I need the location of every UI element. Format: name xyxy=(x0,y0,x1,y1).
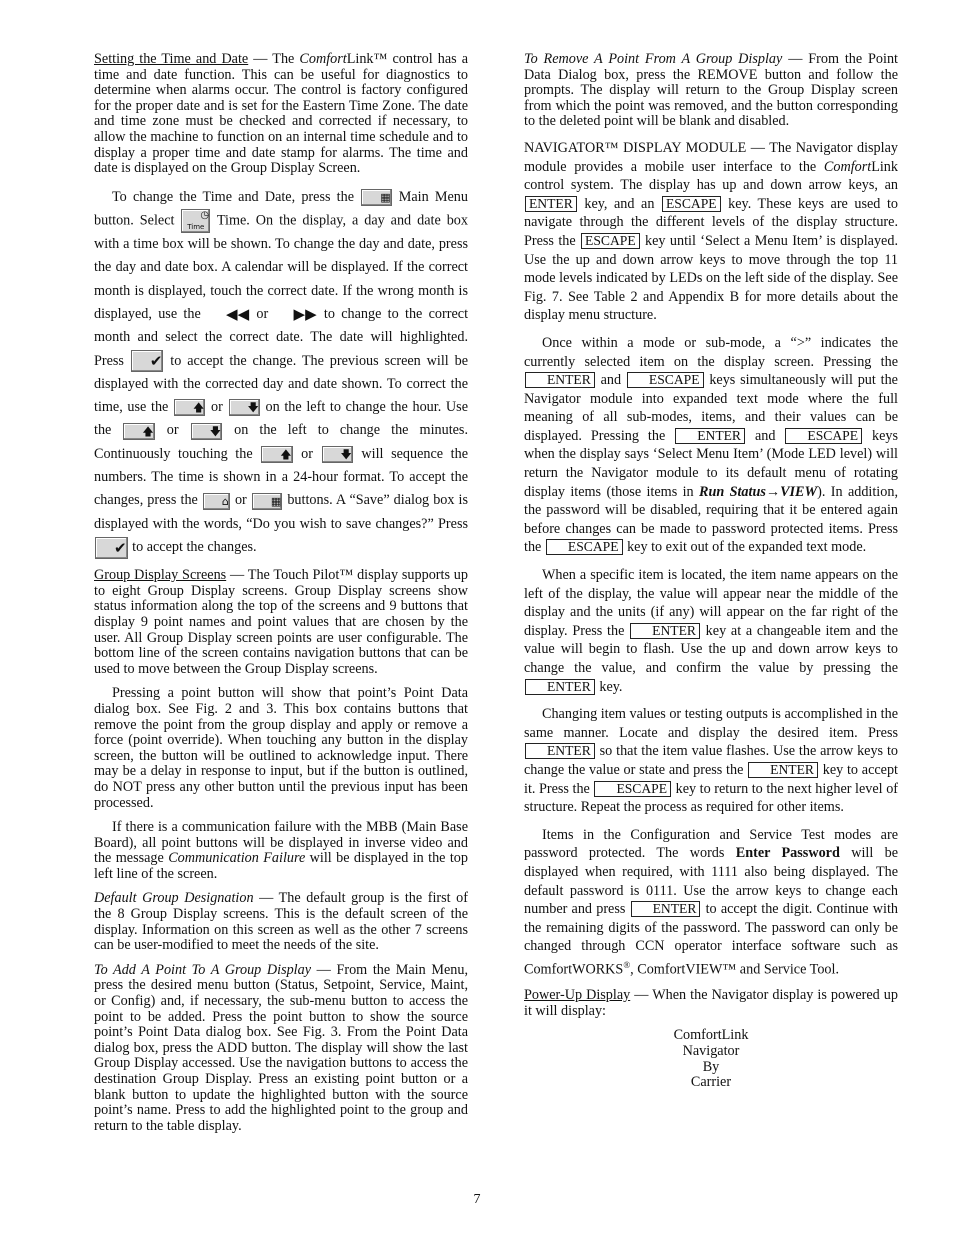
section-heading-power-up: Power-Up Display xyxy=(524,987,631,1004)
down-arrow-icon: 🡇 xyxy=(229,399,260,416)
escape-key: ESCAPE xyxy=(785,428,862,444)
paragraph-navigator-module: NAVIGATOR™ DISPLAY MODULE — The Navigator display module provides a mobile user interface to the ComfortLink control system. The display has up and down arrow keys, an ENTER key, and an ESCAPE key. These keys are used to navigate through the different levels of the display structure. Press the ESCAPE key until ‘Select a Menu Item’ is displayed. Use the up and down arrow keys to move through the top 11 mode levels indicated by LEDs on the left side of the display. See Fig. 7. See Table 2 and Appendix B for more details about the display menu structure. xyxy=(524,139,898,324)
paragraph-item-located: When a specific item is located, the item name appears on the left of the display, the value will appear near the middle of the display and the units (if any) will appear on the far right of the display. Press the ENTER key at a changeable item and the value will begin to flash. Use the up and down arrow keys to change the value, and confirm the value by pressing the ENTER key. xyxy=(524,567,898,695)
right-column xyxy=(524,52,898,1091)
up-arrow-icon: 🡅 xyxy=(123,423,154,440)
paragraph-changing-values: Changing item values or testing outputs is accomplished in the same manner. Locate and display the desired item. Press ENTER so that the item value flashes. Use the arrow keys to change the value or state and press the ENTER key to accept it. Press the ESCAPE key to return to the next higher level of structure. Repeat the process as required for other items. xyxy=(524,706,899,816)
section-heading-time-date: Setting the Time and Date xyxy=(94,51,249,67)
paragraph-add-point: To Add A Point To A Group Display — From the Main Menu, press the desired menu button (Status, Setpoint, Service, Maint, or Config) and, if necessary, the sub-menu button to access the point to be added. Press the point button to show the source point’s Point Data dialog box. See Fig. 3. From the Point Data dialog box, press the ADD button. The display will show the last Group Display accessed. Use the navigation buttons to access the destination Group Display. Press an existing point button or a blank button to update the highlighted button with the source point’s name. Press to add the highlighted point to the group and return to the table display. xyxy=(94,961,468,1134)
power-up-line: Navigator xyxy=(682,1043,740,1060)
enter-key: ENTER xyxy=(630,623,700,639)
paragraph-power-up: Power-Up Display — When the Navigator display is powered up it will display: xyxy=(524,987,898,1019)
escape-key: ESCAPE xyxy=(627,372,704,388)
checkmark-icon: ✔ xyxy=(131,350,164,372)
enter-key: ENTER xyxy=(525,679,595,695)
power-up-line: By xyxy=(702,1058,720,1075)
escape-key: ESCAPE xyxy=(546,539,623,555)
up-arrow-icon: 🡅 xyxy=(261,446,292,463)
checkmark-icon: ✔ xyxy=(95,537,128,559)
down-arrow-icon: 🡇 xyxy=(322,446,353,463)
paragraph-expanded-text-mode: Once within a mode or sub-mode, a “>” indicates the currently selected item on the display screen. Pressing the ENTER and ESCAPE keys simultaneously will put the Navigator module into expanded text mode where the full meaning of all sub-modes, items, and their values can be displayed. Pressing the ENTER and ESCAPE keys when the display says ‘Select Menu Item’ (Mode LED level) will return the Navigator module to its default menu of rotating display items (those items in Run Status→VIEW). In addition, the password will be disabled, requiring that it be entered again before changes can be made to password protected items. Press the ESCAPE key to exit out of the expanded text mode. xyxy=(524,334,898,556)
enter-key: ENTER xyxy=(525,196,577,212)
page-number: 7 xyxy=(473,1192,481,1207)
paragraph-point-button: Pressing a point button will show that point’s Point Data dialog box. See Fig. 2 and 3. This box contains buttons that remove the point from the group display and apply or remove a force (point override). When touching any button in the display screen, the button will be outlined to acknowledge input. There may be a delay in response to input, but if the button is outlined, do NOT press any other button until the previous input has been processed. xyxy=(94,685,468,811)
down-arrow-icon: 🡇 xyxy=(191,423,222,440)
paragraph-password: Items in the Configuration and Service Test modes are password protected. The words Enter Password will be displayed when required, with 1111 also being displayed. The default password is 0111. Use the arrow keys to change each number and press ENTER to accept the digit. Continue with the remaining digits of the password. The password can only be changed through CCN operator interface software such as ComfortWORKS®, ComfortVIEW™ and Service Tool. xyxy=(524,826,898,978)
section-heading-default-group: Default Group Designation xyxy=(94,890,254,907)
enter-key: ENTER xyxy=(631,901,701,917)
clock-icon: ◷ Time xyxy=(181,209,210,233)
power-up-line: ComfortLink xyxy=(673,1027,749,1044)
paragraph-communication-failure: If there is a communication failure with the MBB (Main Base Board), all point buttons will be displayed in inverse video and the message Communication Failure will be displayed in the top left line of the screen. xyxy=(94,819,468,882)
enter-key: ENTER xyxy=(748,762,818,778)
grid-icon: ▦ xyxy=(252,493,282,510)
section-heading-group-display: Group Display Screens xyxy=(94,567,227,584)
up-arrow-icon: 🡅 xyxy=(174,399,205,416)
section-heading-add-point: To Add A Point To A Group Display xyxy=(94,961,312,978)
left-column xyxy=(94,52,468,1143)
enter-key: ENTER xyxy=(525,743,595,759)
paragraph-setting-time-date: Setting the Time and Date — The ComfortLink™ control has a time and date function. This can be useful for diagnostics to determine when alarms occur. The control is factory configured for the proper date and is set for the Eastern Time Zone. The date and time zone must be checked and corrected if necessary, to allow the machine to function on an internal time schedule and to display a proper time and date stamp for alarms. The time and date is displayed on the Group Display Screen. xyxy=(94,51,468,177)
enter-key: ENTER xyxy=(675,428,745,444)
double-left-arrow-icon: ◀◀ xyxy=(226,305,250,324)
paragraph-group-display-screens: Group Display Screens — The Touch Pilot™ display supports up to eight Group Display screens. Group Display screens show status information along the top of the screens and 9 buttons that display 9 point names and point values that are chosen by the user. All Group Display screen points are user configurable. The bottom line of the screen contains navigation buttons that can be used to move between the Group Display screens. xyxy=(94,567,468,677)
power-up-line: Carrier xyxy=(690,1074,732,1091)
escape-key: ESCAPE xyxy=(581,233,640,249)
paragraph-time-date-instructions: To change the Time and Date, press the ▦ Main Menu button. Select ◷ Time Time. On the display, a day and date box with a time box will be shown. To change the day and date, press the day and date box. A calendar will be displayed. If the correct month is displayed, touch the correct date. If the wrong month is displayed, use the ◀◀ or ▶▶ to change to the correct month and select the correct date. The date will highlighted. Press ✔ to accept the change. The previous screen will be displayed with the corrected day and date shown. To correct the time, use the 🡅 or 🡇 on the left to change the hour. Use the 🡅 or 🡇 on the left to change the minutes. Continuously touching the 🡅 or 🡇 will sequence the numbers. The time is shown in a 24-hour format. To accept the changes, press the ⌂ or ▦ buttons. A “Save” dialog box is displayed with the words, “Do you wish to save changes?” Press ✔ to accept the changes. xyxy=(94,188,469,557)
enter-key: ENTER xyxy=(525,372,595,388)
paragraph-default-group: Default Group Designation — The default group is the first of the 8 Group Display screens. This is the default screen of the display. Information on this screen as well as the other 7 screens can be user-modified to meet the needs of the site. xyxy=(94,890,468,954)
grid-icon: ▦ xyxy=(361,189,391,206)
home-icon: ⌂ xyxy=(203,493,230,510)
double-right-arrow-icon: ▶▶ xyxy=(293,305,317,324)
section-heading-remove-point: To Remove A Point From A Group Display xyxy=(524,51,783,67)
paragraph-remove-point: To Remove A Point From A Group Display — From the Point Data Dialog box, press the REMOVE button and follow the prompts. The display will return to the Group Display screen from which the point was removed, and the button corresponding to the deleted point will be blank and disabled. xyxy=(524,51,899,130)
power-up-display-text xyxy=(524,1028,898,1090)
escape-key: ESCAPE xyxy=(662,196,721,212)
escape-key: ESCAPE xyxy=(594,781,671,797)
